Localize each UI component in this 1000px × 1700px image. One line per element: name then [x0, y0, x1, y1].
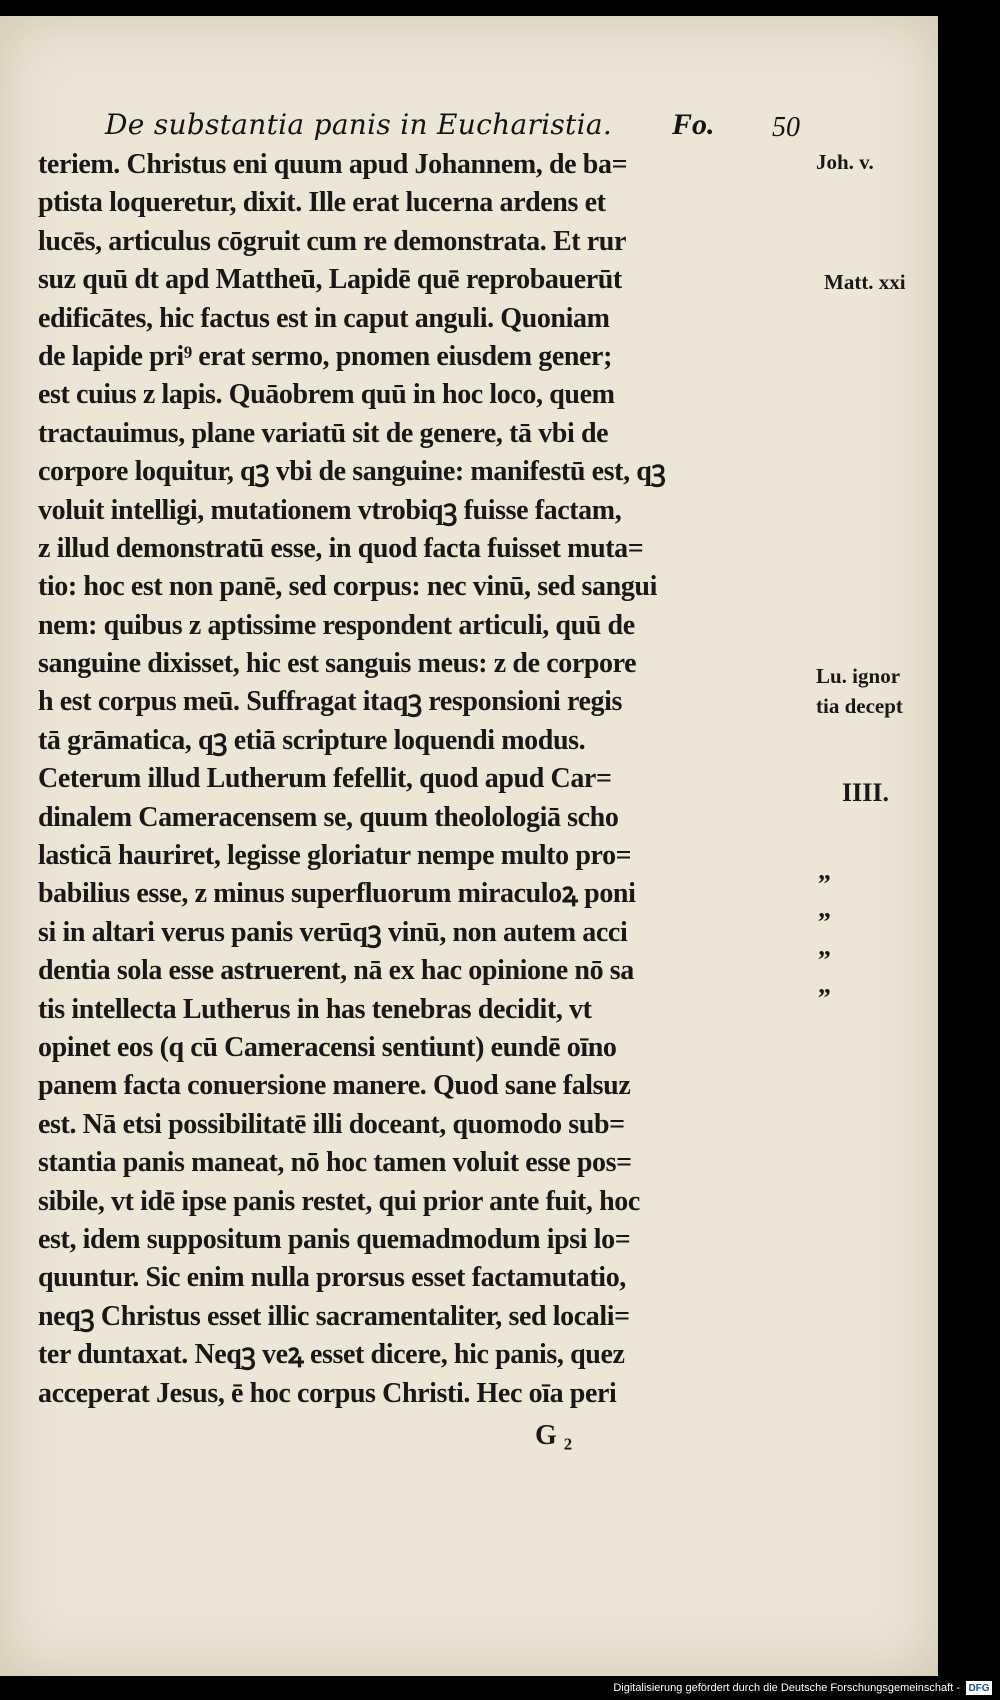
text-line: est, idem suppositum panis quemadmodum ipsi lo=	[38, 1223, 631, 1255]
text-line: tā grāmatica, qꝫ etiā scripture loquendi modus.	[38, 724, 586, 756]
quotation-mark: „	[818, 894, 831, 923]
footer-credit	[613, 1678, 992, 1698]
signature-mark: G ₂	[535, 1420, 573, 1451]
text-line: dentia sola esse astruerent, nā ex hac opinione nō sa	[38, 955, 634, 987]
quotation-mark: „	[818, 932, 831, 961]
page-number: 50	[772, 112, 800, 143]
text-line: panem facta conuersione manere. Quod sane falsuz	[38, 1070, 631, 1102]
dfg-logo: DFG	[966, 1681, 992, 1695]
margin-note-john: Joh. v.	[816, 150, 874, 174]
text-line: z illud demonstratū esse, in quod facta fuisset muta=	[38, 532, 644, 564]
text-line: ptista loqueretur, dixit. Ille erat lucerna ardens et	[38, 187, 606, 219]
text-line: est cuius z lapis. Quāobrem quū in hoc loco, quem	[38, 379, 615, 411]
margin-note-matthew: Matt. xxi	[824, 270, 906, 294]
text-line: sanguine dixisset, hic est sanguis meus: z de corpore	[38, 648, 637, 680]
text-line: quuntur. Sic enim nulla prorsus esset factamutatio,	[38, 1262, 626, 1294]
text-line: lasticā hauriret, legisse gloriatur nempe multo pro=	[38, 840, 632, 872]
text-line: edificātes, hic factus est in caput anguli. Quoniam	[38, 302, 610, 334]
text-line: nem: quibus z aptissime respondent articuli, quū de	[38, 609, 635, 641]
text-line: tractauimus, plane variatū sit de genere, tā vbi de	[38, 417, 609, 449]
text-line: sibile, vt idē ipse panis restet, qui prior ante fuit, hoc	[38, 1185, 640, 1217]
text-line: ter duntaxat. Neqꝫ veꝝ esset dicere, hic panis, quez	[38, 1339, 625, 1371]
text-line: dinalem Cameracensem se, quum theolologiā scho	[38, 801, 619, 833]
quotation-mark: „	[818, 970, 831, 999]
text-line: Ceterum illud Lutherum fefellit, quod apud Car=	[38, 763, 612, 795]
body-text	[38, 146, 810, 1413]
text-line: h est corpus meū. Suffragat itaqꝫ responsioni regis	[38, 686, 623, 718]
margin-note-luther-line2: tia decept	[816, 694, 903, 718]
folio-label: Fo.	[672, 108, 715, 141]
margin-note-luther-line1: Lu. ignor	[816, 664, 901, 688]
quotation-mark: „	[818, 856, 831, 885]
text-line: voluit intelligi, mutationem vtrobiqꝫ fuisse factam,	[38, 494, 622, 526]
text-line: opinet eos (q cū Cameracensi sentiunt) eundē oīno	[38, 1031, 617, 1063]
text-line: est. Nā etsi possibilitatē illi doceant, quomodo sub=	[38, 1108, 625, 1140]
text-line: acceperat Jesus, ē hoc corpus Christi. Hec oīa peri	[38, 1377, 617, 1409]
text-line: tis intellecta Lutherus in has tenebras decidit, vt	[38, 993, 592, 1025]
section-number: IIII.	[842, 778, 889, 807]
text-line: de lapide pri⁹ erat sermo, pnomen eiusdem gener;	[38, 340, 613, 372]
text-line: stantia panis maneat, nō hoc tamen voluit esse pos=	[38, 1147, 632, 1179]
text-line: corpore loquitur, qꝫ vbi de sanguine: manifestū est, qꝫ	[38, 456, 666, 488]
text-line: lucēs, articulus cōgruit cum re demonstrata. Et rur	[38, 225, 626, 257]
text-line: si in altari verus panis verūqꝫ vinū, non autem acci	[38, 916, 628, 948]
text-line: tio: hoc est non panē, sed corpus: nec vinū, sed sangui	[38, 571, 657, 603]
text-line: neqꝫ Christus esset illic sacramentaliter, sed locali=	[38, 1300, 630, 1332]
text-line: babilius esse, z minus superfluorum miraculoꝝ poni	[38, 878, 636, 910]
funding-credit-text: Digitalisierung gefördert durch die Deutsche Forschungsgemeinschaft -	[613, 1682, 960, 1694]
text-line: suz quū dt apd Mattheū, Lapidē quē reprobauerūt	[38, 264, 622, 296]
running-title: De substantia panis in Eucharistia.	[105, 108, 613, 141]
text-line: teriem. Christus eni quum apud Johannem, de ba=	[38, 149, 628, 180]
